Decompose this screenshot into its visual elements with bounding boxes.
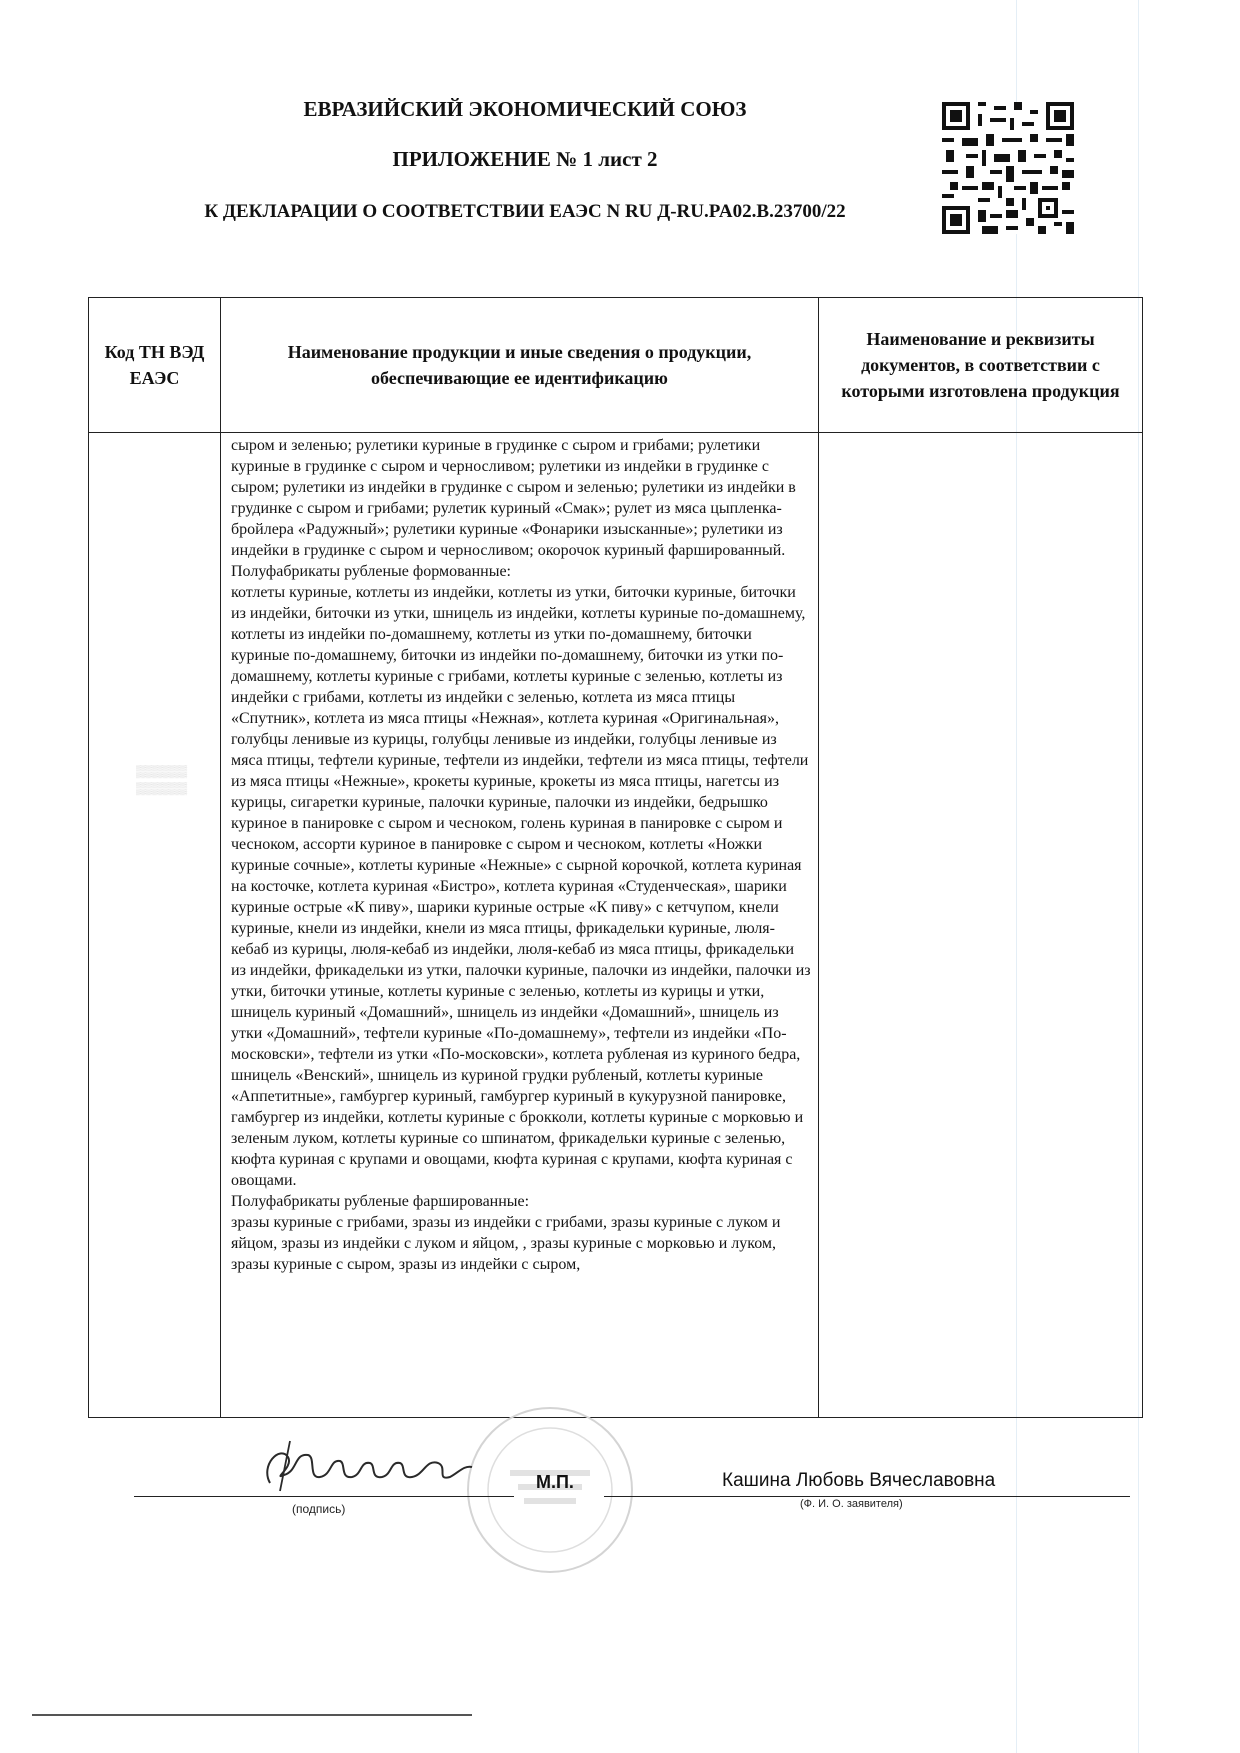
column-header-documents [819,298,1142,432]
column-header-product-name-label: Наименование продукции и иные сведения о продукции, обеспечивающие ее идентификацию [287,342,752,388]
faded-code-mark: ▒▒▒▒▒▒ ▒▒▒▒▒▒ [135,764,187,795]
qr-code-icon [942,100,1074,236]
applicant-name: Кашина Любовь Вячеславовна [722,1470,996,1491]
product-description-cell [231,435,811,1275]
product-paragraph: котлеты куриные, котлеты из индейки, котлеты из утки, биточки куриные, биточки из индейки, биточки из утки, шницель из индейки, котлеты куриные по-домашнему, котлеты из индейки по-домашнему, котлеты из утки по-домашнему, биточки куриные по-домашнему, биточки из индейки по-домашнему, биточки из утки по-домашнему, котлеты куриные с грибами, котлеты куриные с зеленью, котлеты из индейки с грибами, котлеты из индейки с зеленью, котлета из мяса птицы «Спутник», котлета из мяса птицы «Нежная», котлета куриная «Оригинальная», голубцы ленивые из курицы, голубцы ленивые из индейки, голубцы ленивые из мяса птицы, тефтели куриные, тефтели из индейки, тефтели из мяса птицы, тефтели из мяса птицы «Нежные», крокеты куриные, крокеты из мяса птицы, нагетсы из курицы, сигаретки куриные, палочки куриные, палочки из индейки, бедрышко куриное в панировке с сыром и чесноком, голень куриная в панировке с сыром и чесноком, ассорти куриное в панировке с сыром и чесноком, котлеты «Ножки куриные сочные», котлеты куриные «Нежные» с сырной корочкой, котлета куриная на косточке, котлета куриная «Бистро», котлета куриная «Студенческая», шарики куриные острые «К пиву», шарики куриные острые «К пиву» с кетчупом, кнели куриные, кнели из индейки, кнели из мяса птицы, фрикадельки куриные, люля-кебаб из курицы, люля-кебаб из индейки, люля-кебаб из мяса птицы, фрикадельки из индейки, фрикадельки из утки, палочки куриные, палочки из индейки, палочки из утки, биточки утиные, котлеты куриные с зеленью, котлеты из курицы и утки, шницель куриный «Домашний», шницель из индейки «Домашний», шницель из утки «Домашний», тефтели куриные «По-домашнему», тефтели из индейки «По-московски», тефтели из утки «По-московски», котлета рубленая из куриного бедра, шницель «Венский», шницель из куриной грудки рубленый, котлеты куриные «Аппетитные», гамбургер куриный, гамбургер куриный в кукурузной панировке, гамбургер из индейки, котлеты куриные с брокколи, котлеты куриные с морковью и зеленым луком, котлеты куриные со шпинатом, фрикадельки куриные с зеленью, кюфта куриная с крупами и овощами, кюфта куриная с крупами, кюфта куриная с овощами. [231,584,811,1189]
appendix-title: ПРИЛОЖЕНИЕ № 1 лист 2 [392,147,658,171]
product-paragraph: зразы куриные с грибами, зразы из индейки с грибами, зразы куриные с луком и яйцом, зразы из индейки с луком и яйцом, , зразы куриные с морковью и луком, зразы куриные с сыром, зразы из индейки с сыром, [231,1214,781,1273]
column-header-hs-code [89,298,220,432]
signature-caption: (подпись) [292,1502,346,1516]
scan-edge-line [32,1714,472,1716]
signature-block [0,1430,1240,1570]
union-title: ЕВРАЗИЙСКИЙ ЭКОНОМИЧЕСКИЙ СОЮЗ [303,97,747,121]
column-header-hs-code-label: Код ТН ВЭД ЕАЭС [104,342,205,388]
seal-label: М.П. [536,1472,574,1492]
applicant-line [604,1496,1130,1497]
column-header-product-name [221,298,818,432]
column-header-documents-label: Наименование и реквизиты документов, в соответствии с которыми изготовлена продукция [841,329,1120,401]
table-divider [220,298,221,1417]
product-paragraph: сыром и зеленью; рулетики куриные в грудинке с сыром и грибами; рулетики куриные в грудинке с сыром и черносливом; рулетики из индейки в грудинке с сыром; рулетики из индейки в грудинке с сыром и зеленью; рулетики из индейки в грудинке с сыром и грибами; рулетик куриный «Смак»; рулет из мяса цыпленка-бройлера «Радужный»; рулетики куриные «Фонарики изысканные»; рулетики из индейки в грудинке с сыром и черносливом; окорочок куриный фаршированный. [231,437,796,559]
table-divider [818,298,819,1417]
declaration-title: К ДЕКЛАРАЦИИ О СООТВЕТСТВИИ ЕАЭС N RU Д-RU.PA02.B.23700/22 [204,201,846,222]
table-header-divider [89,432,1142,433]
product-section-heading: Полуфабрикаты рубленые формованные: [231,563,511,580]
signature-line [134,1496,514,1497]
applicant-caption: (Ф. И. О. заявителя) [800,1498,903,1510]
products-table [88,297,1143,1418]
product-section-heading: Полуфабрикаты рубленые фаршированные: [231,1193,530,1210]
